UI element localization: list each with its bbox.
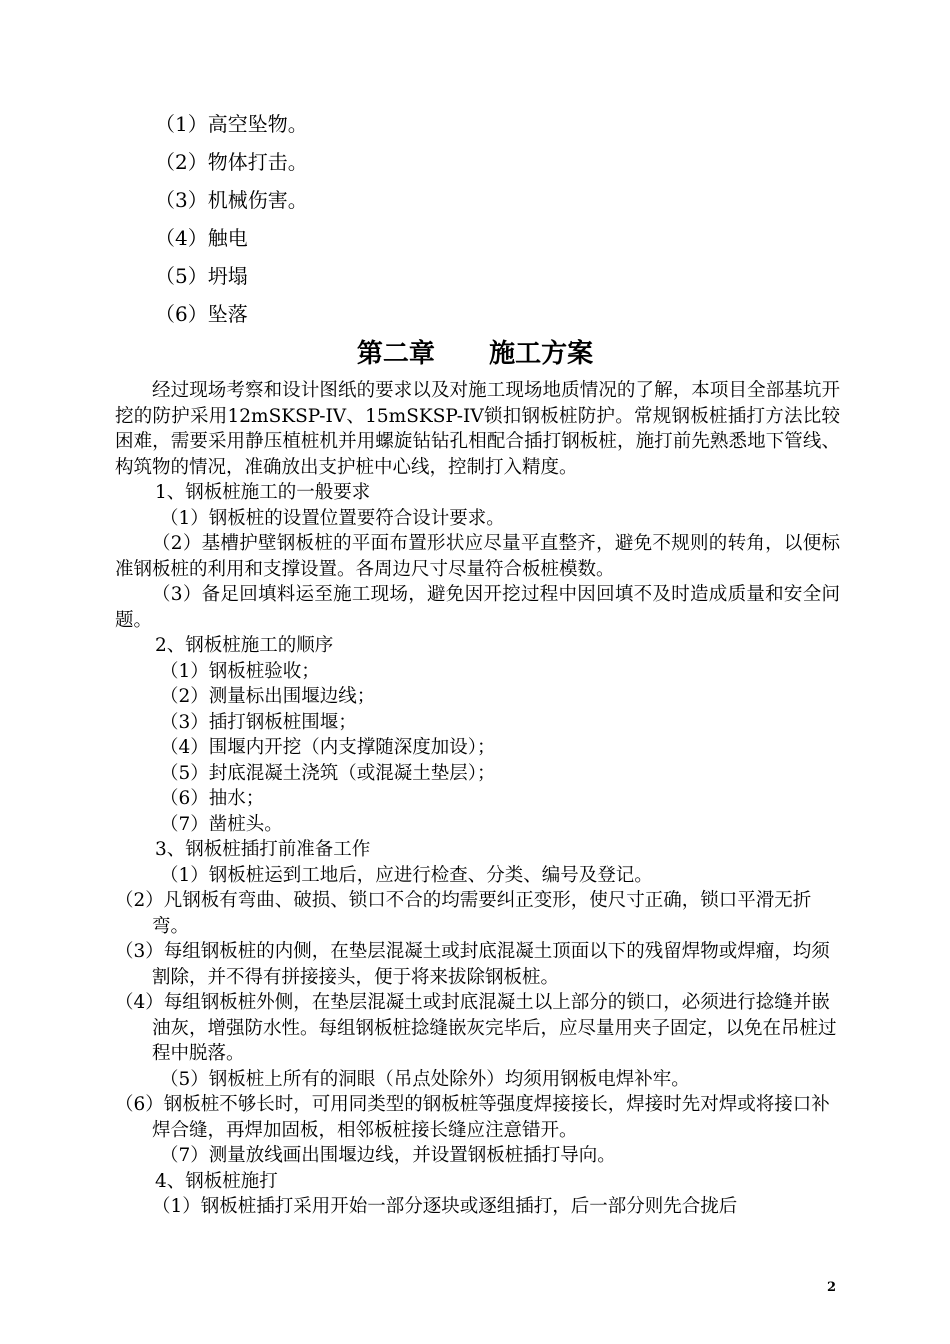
body-text: [115, 378, 840, 1220]
section-3-item-5: （5）钢板桩上所有的洞眼（吊点处除外）均须用钢板电焊补牢。: [160, 1068, 690, 1090]
item-number: （6）: [115, 1094, 164, 1115]
section-3-item-4: [115, 990, 840, 1067]
item-text: 每组钢板桩的内侧，在垫层混凝土或封底混凝土顶面以下的残留焊物或焊瘤，均须割除，并不得有拼接接头，便于将来拔除钢板桩。: [152, 941, 830, 988]
item-number: （2）: [115, 890, 164, 911]
section-2-item-4: （4）围堰内开挖（内支撑随深度加设）；: [160, 737, 496, 758]
section-1-item-3: （3）备足回填料运至施工现场，避免因开挖过程中因回填不及时造成质量和安全问题。: [115, 584, 840, 631]
section-3-item-7: （7）测量放线画出围堰边线，并设置钢板桩插打导向。: [160, 1145, 616, 1166]
risk-item-3: （3）机械伤害。: [155, 188, 308, 212]
section-2-item-5: （5）封底混凝土浇筑（或混凝土垫层）；: [160, 762, 496, 784]
section-2-item-7: （7）凿桩头。: [160, 813, 283, 835]
section-1-title: 1、钢板桩施工的一般要求: [155, 482, 371, 503]
section-2-item-3: （3）插打钢板桩围堰；: [160, 711, 357, 733]
section-3-item-1: （1）钢板桩运到工地后，应进行检查、分类、编号及登记。: [160, 864, 653, 886]
chapter-title: 第二章 施工方案: [356, 339, 594, 369]
section-2-item-1: （1）钢板桩验收；: [160, 660, 320, 682]
intro-paragraph: 经过现场考察和设计图纸的要求以及对施工现场地质情况的了解，本项目全部基坑开挖的防护采用12mSKSP-IV、15mSKSP-IV锁扣钢板桩防护。常规钢板桩插打方法比较困难，需要采用静压植桩机并用螺旋钻钻孔相配合插打钢板桩，施打前先熟悉地下管线、构筑物的情况，准确放出支护桩中心线，控制打入精度。: [115, 380, 840, 478]
item-number: （4）: [115, 992, 164, 1013]
risk-item-2: （2）物体打击。: [155, 150, 308, 174]
risk-item-5: （5）坍塌: [155, 264, 248, 288]
section-4-item-1: （1）钢板桩插打采用开始一部分逐块或逐组插打，后一部分则先合拢后: [152, 1196, 738, 1217]
risk-item-6: （6）坠落: [155, 302, 248, 326]
risk-item-4: （4）触电: [155, 226, 248, 250]
item-text: 凡钢板有弯曲、破损、锁口不合的均需要纠正变形，使尺寸正确，锁口平滑无折弯。: [152, 890, 812, 937]
section-4-title: 4、钢板桩施打: [155, 1170, 278, 1192]
section-3-title: 3、钢板桩插打前准备工作: [155, 839, 371, 860]
section-2-item-6: （6）抽水；: [160, 788, 265, 809]
page-number: 2: [827, 1280, 837, 1295]
section-3-item-3: [115, 939, 840, 990]
section-1-item-1: （1）钢板桩的设置位置要符合设计要求。: [160, 507, 505, 529]
section-3-item-2: [115, 888, 840, 939]
section-2-item-2: （2）测量标出围堰边线；: [160, 686, 376, 707]
section-2-title: 2、钢板桩施工的顺序: [155, 635, 334, 656]
item-number: （3）: [115, 941, 164, 962]
item-text: 钢板桩不够长时，可用同类型的钢板桩等强度焊接接长，焊接时先对焊或将接口补焊合缝，再焊加固板，相邻板桩接长缝应注意错开。: [152, 1094, 830, 1141]
risk-item-1: （1）高空坠物。: [155, 112, 308, 136]
item-text: 每组钢板桩外侧，在垫层混凝土或封底混凝土以上部分的锁口，必须进行捻缝并嵌油灰，增强防水性。每组钢板桩捻缝嵌灰完毕后，应尽量用夹子固定，以免在吊桩过程中脱落。: [152, 992, 837, 1064]
section-3-item-6: [115, 1092, 840, 1143]
section-1-item-2: （2）基槽护壁钢板桩的平面布置形状应尽量平直整齐，避免不规则的转角，以便标准钢板桩的利用和支撑设置。各周边尺寸尽量符合板桩模数。: [115, 533, 840, 580]
